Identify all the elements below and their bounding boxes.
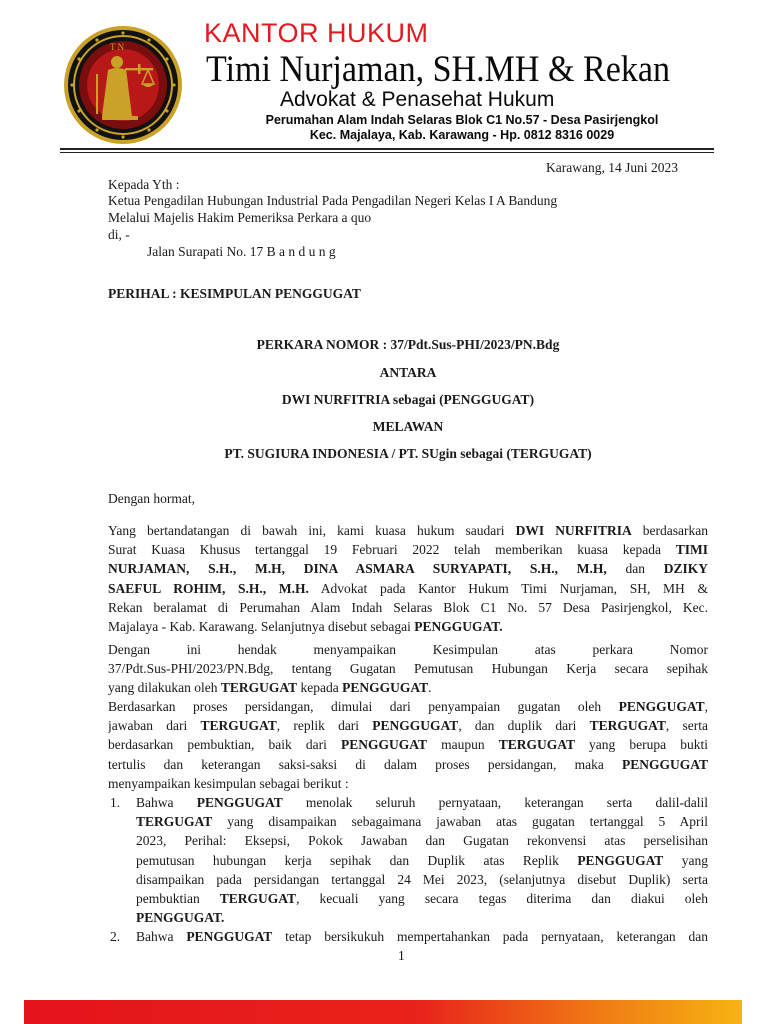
- recipient-address: Jalan Surapati No. 17 B a n d u n g: [147, 244, 336, 259]
- bold-term: PENGGUGAT: [621, 756, 708, 772]
- text-run: Yang bertandatangan di bawah ini, kami kuasa hukum saudari: [108, 523, 516, 538]
- text-run: yang dilakukan oleh: [108, 680, 221, 696]
- bold-term: PENGGUGAT: [618, 699, 705, 714]
- paragraph-power-of-attorney: [108, 521, 708, 636]
- recipient-salutation: Kepada Yth :: [108, 177, 180, 192]
- letterhead-rule-thick: [60, 148, 714, 150]
- logo-initials: T N: [110, 42, 125, 52]
- bold-term: PENGGUGAT: [196, 795, 283, 810]
- text-run: 37/Pdt.Sus-PHI/2023/PN.Bdg, tentang Gugatan Pemutusan Hubungan Kerja secara sepihak: [108, 661, 708, 677]
- text-line: [108, 774, 708, 793]
- text-run: Berdasarkan proses persidangan, dimulai dari penyampaian gugatan oleh: [108, 699, 619, 714]
- bold-term: TERGUGAT: [200, 718, 277, 734]
- subject-line: PERIHAL : KESIMPULAN PENGGUGAT: [108, 286, 361, 301]
- text-line: [108, 579, 708, 598]
- text-line: [108, 598, 708, 617]
- text-line: [136, 927, 708, 946]
- text-line: [136, 812, 708, 831]
- bold-term: PENGGUGAT.: [414, 618, 503, 634]
- bold-term: TERGUGAT: [136, 814, 213, 830]
- bold-term: TERGUGAT: [589, 718, 666, 734]
- list-item: [108, 927, 708, 946]
- text-run: menyampaikan kesimpulan sebagai berikut :: [108, 775, 349, 791]
- conclusion-list: [108, 793, 708, 947]
- text-run: berdasarkan pembuktian, baik dari: [108, 737, 341, 753]
- text-line: [136, 889, 708, 908]
- bold-term: PENGGUGAT: [342, 680, 429, 696]
- bold-term: NURJAMAN, S.H., M.H, DINA ASMARA SURYAPATI, S.H., M.H,: [108, 561, 607, 577]
- paragraph-basis: [108, 697, 708, 793]
- bold-term: PENGGUGAT: [186, 929, 273, 945]
- case-melawan: MELAWAN: [372, 419, 444, 434]
- text-run: Bahwa: [136, 795, 197, 810]
- recipient-via: Melalui Majelis Hakim Pemeriksa Perkara a quo: [108, 210, 372, 225]
- bold-term: TERGUGAT: [220, 680, 298, 696]
- footer-color-band: [24, 1000, 742, 1024]
- text-run: , replik dari: [276, 718, 373, 734]
- text-run: dan: [606, 561, 664, 577]
- list-item-text: [136, 927, 708, 946]
- text-run: 2023, Perihal: Eksepsi, Pokok Jawaban dan Gugatan rekonvensi atas perselisihan: [136, 833, 708, 849]
- text-line: [108, 617, 708, 636]
- text-run: pemutusan hubungan kerja sepihak dan Duplik atas Replik: [136, 852, 578, 868]
- text-line: [136, 793, 708, 812]
- text-run: tetap bersikukuh mempertahankan pada pernyataan, keterangan dan: [272, 929, 708, 945]
- text-run: yang: [663, 852, 708, 868]
- text-line: [108, 640, 708, 659]
- text-run: Bahwa: [136, 929, 187, 945]
- letter-date: Karawang, 14 Juni 2023: [546, 160, 678, 175]
- text-line: [136, 831, 708, 850]
- list-item-number: 1.: [110, 795, 121, 810]
- text-run: maupun: [426, 737, 499, 753]
- text-run: , serta: [665, 718, 708, 734]
- text-run: berdasarkan: [631, 523, 708, 538]
- text-run: Surat Kuasa Khusus tertanggal 19 Februari 2022 telah memberikan kuasa kepada: [108, 542, 676, 558]
- case-number: PERKARA NOMOR : 37/Pdt.Sus-PHI/2023/PN.Bdg: [256, 337, 560, 352]
- text-run: tertulis dan keterangan saksi-saksi di dalam proses persidangan, maka: [108, 756, 622, 772]
- bold-term: PENGGUGAT: [340, 737, 427, 753]
- case-antara: ANTARA: [379, 365, 437, 380]
- text-run: yang disampaikan sebagaimana jawaban atas gugatan tertanggal 5 April: [212, 814, 708, 830]
- text-line: [108, 697, 708, 716]
- bold-term: TERGUGAT: [219, 890, 297, 906]
- list-item: [108, 793, 708, 927]
- text-line: [108, 521, 708, 540]
- text-run: Advokat pada Kantor Hukum Timi Nurjaman, SH, MH &: [308, 580, 708, 596]
- text-line: [136, 851, 708, 870]
- law-firm-logo: [62, 24, 184, 146]
- letterhead-rule-thin: [60, 152, 714, 153]
- firm-address-line2: Kec. Majalaya, Kab. Karawang - Hp. 0812 8316 0029: [309, 128, 615, 142]
- text-run: yang berupa bukti: [574, 737, 708, 753]
- page-number: 1: [398, 948, 405, 963]
- bold-term: TIMI: [675, 542, 708, 558]
- text-run: , dan duplik dari: [458, 718, 590, 734]
- bold-term: PENGGUGAT.: [136, 910, 225, 926]
- bold-term: DWI NURFITRIA: [515, 523, 632, 538]
- recipient-court: Ketua Pengadilan Hubungan Industrial Pada Pengadilan Negeri Kelas I A Bandung: [108, 193, 558, 208]
- text-line: [136, 908, 708, 927]
- bold-term: SAEFUL ROHIM, S.H., M.H.: [108, 580, 309, 596]
- text-run: .: [428, 680, 432, 696]
- text-line: [108, 755, 708, 774]
- text-run: kepada: [297, 680, 343, 696]
- letterhead-title: KANTOR HUKUM: [204, 18, 429, 48]
- greeting: Dengan hormat,: [108, 491, 195, 506]
- paragraph-intent: [108, 640, 708, 698]
- firm-address-line1: Perumahan Alam Indah Selaras Blok C1 No.57 - Desa Pasirjengkol: [265, 113, 659, 127]
- bold-term: PENGGUGAT: [372, 718, 459, 734]
- firm-subtitle: Advokat & Penasehat Hukum: [280, 88, 555, 111]
- case-defendant: PT. SUGIURA INDONESIA / PT. SUgin sebagai (TERGUGAT): [224, 446, 592, 461]
- firm-name: Timi Nurjaman, SH.MH & Rekan: [206, 49, 670, 90]
- text-run: Majalaya - Kab. Karawang. Selanjutnya disebut sebagai: [108, 618, 415, 634]
- text-run: Dengan ini hendak menyampaikan Kesimpulan atas perkara Nomor: [108, 642, 708, 657]
- text-line: [108, 716, 708, 735]
- text-run: ,: [704, 699, 708, 714]
- case-plaintiff: DWI NURFITRIA sebagai (PENGGUGAT): [281, 392, 535, 407]
- bold-term: DZIKY: [663, 561, 708, 577]
- text-run: disampaikan pada persidangan tertanggal 24 Mei 2023, (selanjutnya disebut Duplik) serta: [136, 871, 708, 887]
- text-line: [136, 870, 708, 889]
- text-run: jawaban dari: [108, 718, 201, 734]
- text-line: [108, 659, 708, 678]
- text-run: , kecuali yang secara tegas diterima dan diakui oleh: [296, 890, 708, 906]
- text-line: [108, 735, 708, 754]
- list-item-text: [136, 793, 708, 927]
- text-line: [108, 540, 708, 559]
- bold-term: TERGUGAT: [498, 737, 575, 753]
- text-line: [108, 678, 708, 697]
- text-run: pembuktian: [136, 890, 220, 906]
- recipient-di: di, -: [108, 227, 130, 242]
- list-item-number: 2.: [110, 929, 121, 945]
- text-line: [108, 559, 708, 578]
- text-run: menolak seluruh pernyataan, keterangan serta dalil-dalil: [282, 795, 708, 810]
- bold-term: PENGGUGAT: [577, 852, 664, 868]
- text-run: Rekan beralamat di Perumahan Alam Indah Selaras Blok C1 No. 57 Desa Pasirjengkol, Kec.: [108, 599, 708, 615]
